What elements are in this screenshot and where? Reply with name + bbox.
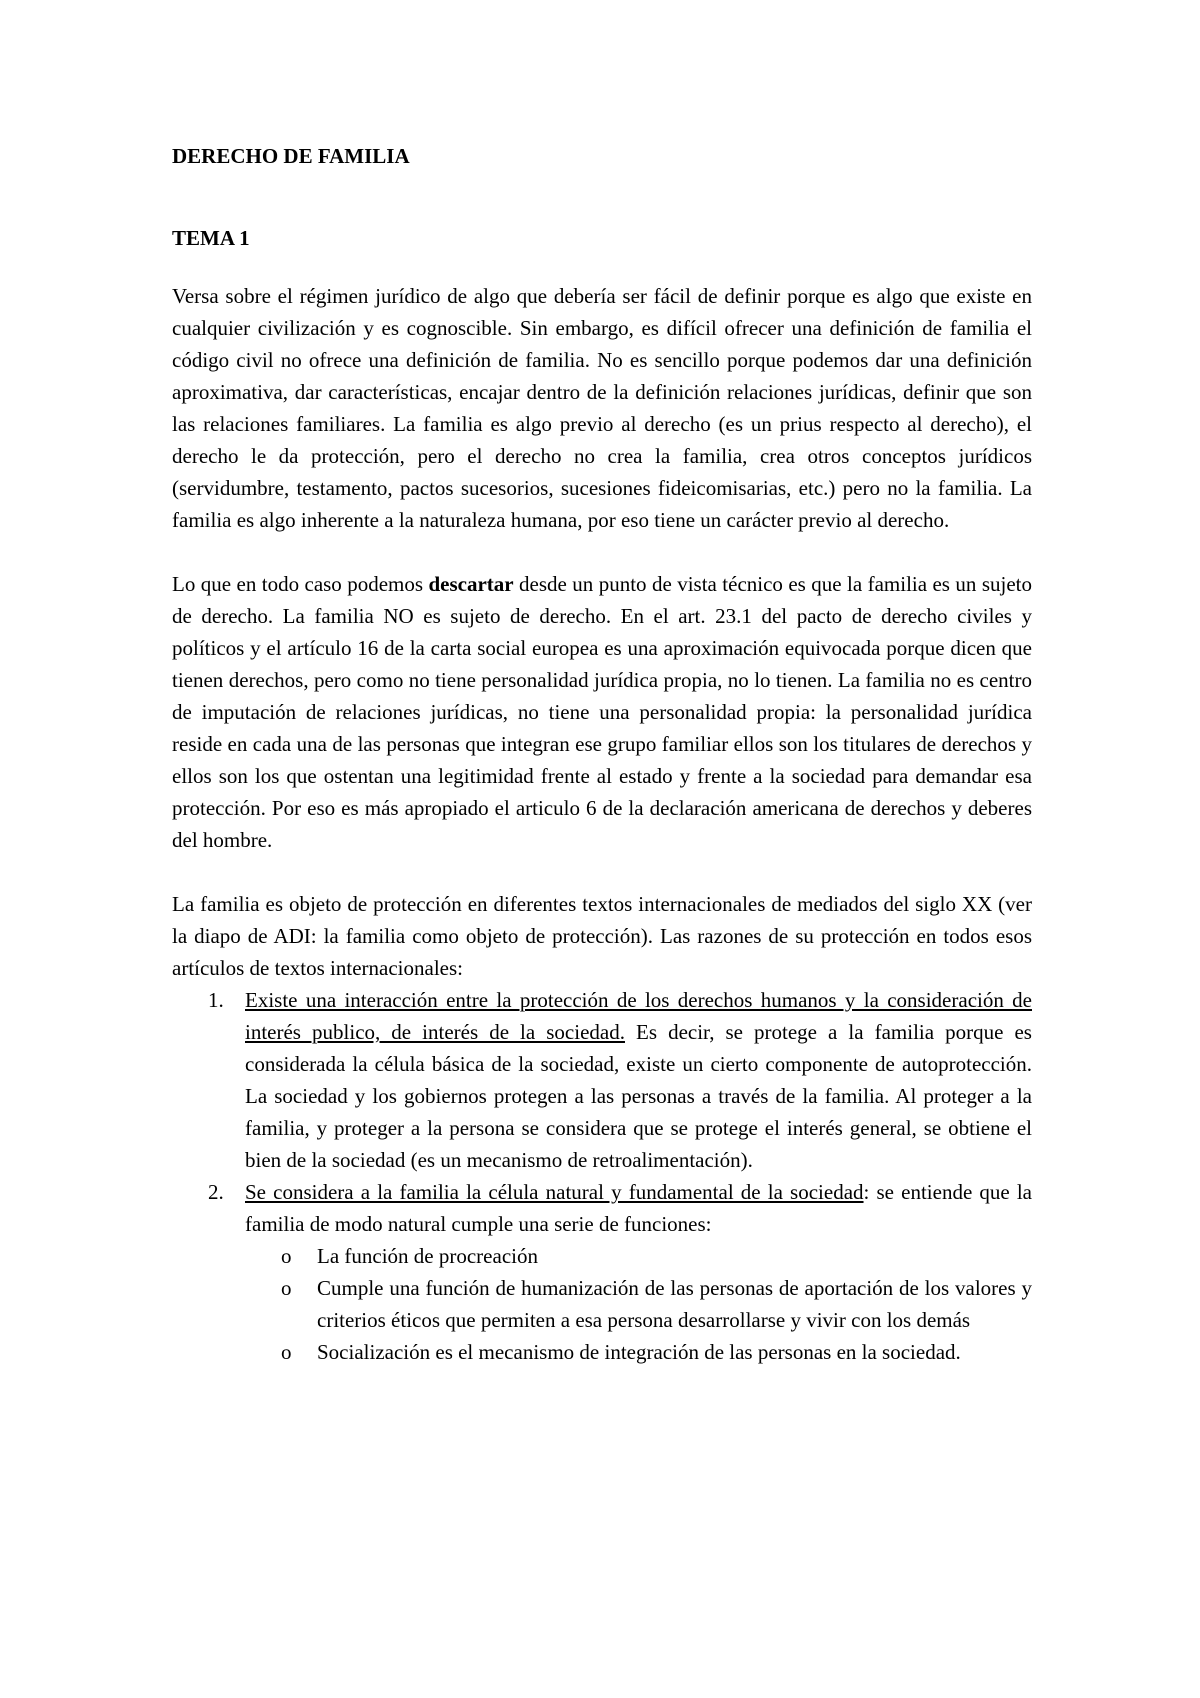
paragraph-1: Versa sobre el régimen jurídico de algo que debería ser fácil de definir porque es algo que existe en cualquier civilización y es cognoscible. Sin embargo, es difícil ofrecer una definición de familia el código civil no ofrece una definición de familia. No es sencillo porque podemos dar una definición aproximativa, dar características, encajar dentro de la definición relaciones jurídicas, definir que son las relaciones familiares. La familia es algo previo al derecho (es un prius respecto al derecho), el derecho le da protección, pero el derecho no crea la familia, crea otros conceptos jurídicos (servidumbre, testamento, pactos sucesorios, sucesiones fideicomisarias, etc.) pero no la familia. La familia es algo inherente a la naturaleza humana, por eso tiene un carácter previo al derecho.	[172, 284, 1032, 532]
list-item	[172, 1176, 1032, 1368]
paragraph-2	[172, 568, 1032, 856]
sublist-item-text: Cumple una función de humanización de las personas de aportación de los valores y criterios éticos que permiten a esa persona desarrollarse y vivir con los demás	[317, 1276, 1032, 1332]
functions-sublist	[245, 1240, 1032, 1368]
circle-bullet-icon: o	[281, 1276, 292, 1300]
section-heading: TEMA 1	[172, 226, 250, 250]
sublist-item	[245, 1272, 1032, 1336]
list-item-underlined-text: Se considera a la familia la célula natural y fundamental de la sociedad	[245, 1180, 864, 1204]
sublist-item-text: Socialización es el mecanismo de integración de las personas en la sociedad.	[317, 1340, 961, 1364]
list-item	[172, 984, 1032, 1176]
list-item-underlined-text: Existe una interacción entre la protección de los derechos humanos y la consideración de interés publico, de interés de la sociedad.	[245, 988, 1032, 1044]
sublist-item	[245, 1240, 1032, 1272]
list-item-number: 1.	[208, 988, 224, 1012]
reasons-list	[172, 984, 1032, 1368]
paragraph-2-text-start: Lo que en todo caso podemos	[172, 572, 429, 596]
list-item-text: Es decir, se protege a la familia porque es considerada la célula básica de la sociedad, existe un cierto componente de autoprotección. La sociedad y los gobiernos protegen a las personas a través de la familia. Al proteger a la familia, y proteger a la persona se considera que se protege el interés general, se obtiene el bien de la sociedad (es un mecanismo de retroalimentación).	[245, 1020, 1032, 1172]
sublist-item	[245, 1336, 1032, 1368]
document-body	[172, 140, 1032, 1368]
list-item-number: 2.	[208, 1180, 224, 1204]
document-title: DERECHO DE FAMILIA	[172, 144, 410, 168]
list-item-text: : se entiende que la familia de modo natural cumple una serie de funciones:	[245, 1180, 1033, 1236]
circle-bullet-icon: o	[281, 1244, 292, 1268]
paragraph-2-text-end: desde un punto de vista técnico es que la familia es un sujeto de derecho. La familia NO es sujeto de derecho. En el art. 23.1 del pacto de derecho civiles y políticos y el artículo 16 de la carta social europea es una aproximación equivocada porque dicen que tienen derechos, pero como no tiene personalidad jurídica propia, no lo tienen. La familia no es centro de imputación de relaciones jurídicas, no tiene una personalidad propia: la personalidad jurídica reside en cada una de las personas que integran ese grupo familiar ellos son los titulares de derechos y ellos son los que ostentan una legitimidad frente al estado y frente a la sociedad para demandar esa protección. Por eso es más apropiado el articulo 6 de la declaración americana de derechos y deberes del hombre.	[172, 572, 1032, 852]
paragraph-2-bold-term: descartar	[428, 572, 514, 596]
circle-bullet-icon: o	[281, 1340, 292, 1364]
sublist-item-text: La función de procreación	[317, 1244, 538, 1268]
paragraph-3: La familia es objeto de protección en diferentes textos internacionales de mediados del siglo XX (ver la diapo de ADI: la familia como objeto de protección). Las razones de su protección en todos esos artículos de textos internacionales:	[172, 892, 1032, 980]
